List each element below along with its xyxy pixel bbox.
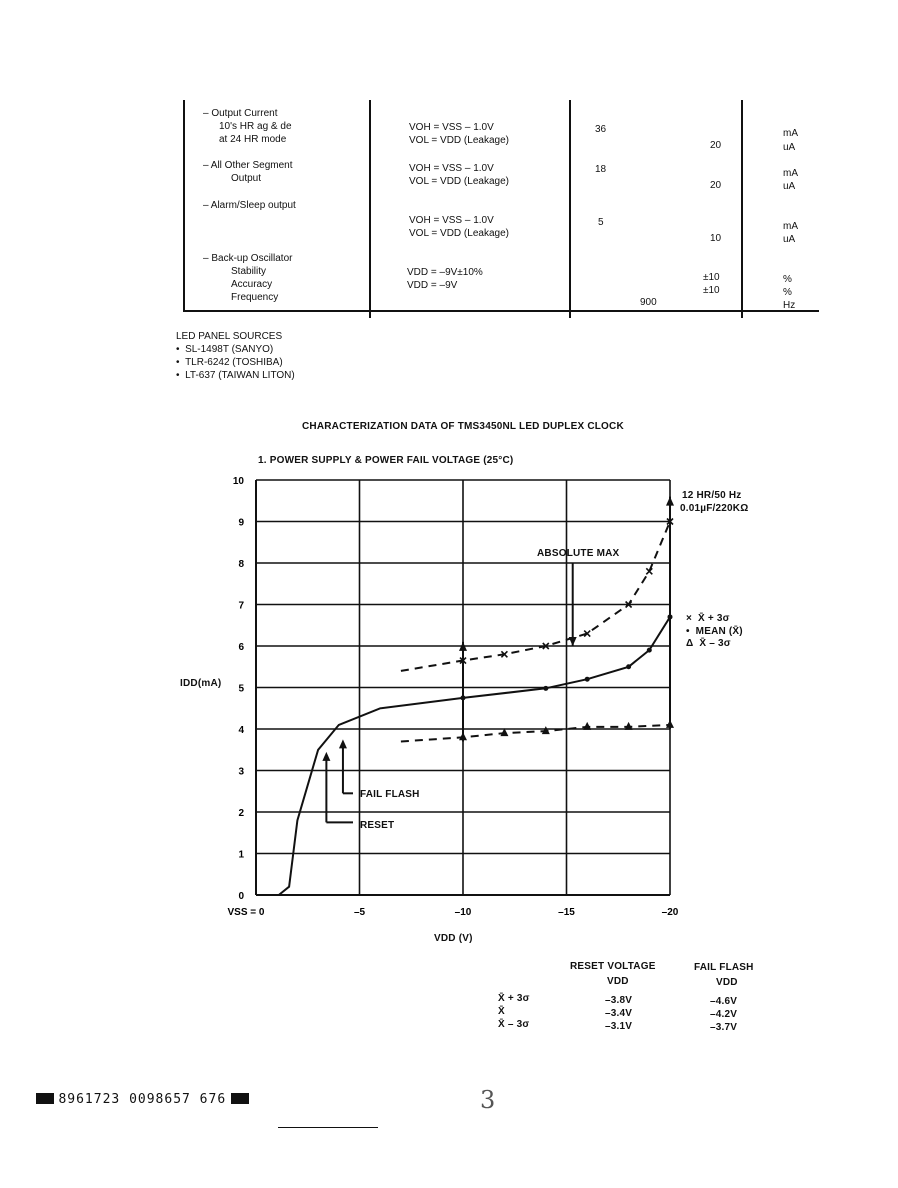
max-value: 20 [710,140,722,151]
y-tick-label: 10 [232,476,244,487]
param-text: – Back-up Oscillator [203,253,293,264]
param-text: Frequency [231,292,279,303]
legend-marker: × [686,613,693,624]
unit-text: uA [783,142,796,153]
legend-label: X̄ – 3σ [699,638,731,649]
y-tick-label: 8 [238,559,244,570]
cond-text: VOH = VSS – 1.0V [409,163,494,174]
cond-text: VOL = VDD (Leakage) [409,228,509,239]
cond-text: VDD = –9V±10% [407,267,483,278]
y-tick-label: 9 [238,517,244,529]
x-tick-label: –15 [558,907,575,918]
page-number: 3 [480,1086,496,1114]
param-text: at 24 HR mode [219,134,287,145]
unit-text: % [783,287,792,298]
footer-rule [278,1127,378,1128]
param-text: Output [231,173,262,184]
data-point-dot [626,664,631,669]
y-tick-label: 3 [238,766,244,778]
fail-value: –4.6V [710,996,738,1007]
param-text: 10's HR ag & de [219,121,292,132]
unit-text: Hz [783,300,796,311]
cond-text: VOL = VDD (Leakage) [409,135,509,146]
reset-label: RESET [360,820,395,831]
min-value: 18 [595,164,607,175]
fail-flash-arrow-head [339,739,347,748]
cond-text: VOL = VDD (Leakage) [409,176,509,187]
section-title: CHARACTERIZATION DATA OF TMS3450NL LED DUPLEX CLOCK [302,421,624,432]
list-item: • LT-637 (TAIWAN LITON) [176,370,295,381]
fail-flash-label: FAIL FLASH [360,789,420,800]
block-mark [231,1093,249,1104]
y-tick-label: 4 [238,725,244,736]
row-label: X̄ – 3σ [498,1019,530,1030]
max-value: 10 [710,233,722,244]
subheader-vdd: VDD [607,976,629,987]
x-axis-label: VDD (V) [434,933,473,944]
absolute-max-arrow-head [569,637,577,646]
data-point-dot [585,677,590,682]
range-arrow-head [666,497,674,506]
block-mark [36,1093,54,1104]
unit-text: uA [783,181,796,192]
typ-value: 900 [640,297,657,308]
unit-text: uA [783,234,796,245]
reset-value: –3.4V [605,1008,633,1019]
reset-arrow-head [322,752,330,761]
annotation-config: 12 HR/50 Hz [682,490,742,501]
row-label: X̄ + 3σ [498,993,530,1004]
max-value: 20 [710,180,722,191]
led-sources-title: LED PANEL SOURCES [176,331,283,342]
reset-value: –3.1V [605,1021,633,1032]
reset-value: –3.8V [605,995,633,1006]
y-tick-label: 6 [238,642,244,653]
legend-label: MEAN (X̄) [695,626,743,637]
list-item: • SL-1498T (SANYO) [176,344,274,355]
subheader-vdd: VDD [716,977,738,988]
y-tick-label: 1 [238,849,244,861]
param-text: – Output Current [203,108,278,119]
header-reset-voltage: RESET VOLTAGE [570,961,656,972]
footer-code: 8961723 0098657 676 [58,1092,227,1107]
list-item-text: TLR-6242 (TOSHIBA) [185,357,283,368]
max-value: ±10 [703,285,720,296]
absolute-max-label: ABSOLUTE MAX [537,548,620,559]
x-tick-label: VSS = 0 [227,907,265,918]
row-label: X̄ [498,1006,505,1017]
data-point-triangle [542,726,550,734]
legend-marker: Δ [686,638,694,649]
list-item: • TLR-6242 (TOSHIBA) [176,357,283,368]
y-tick-label: 7 [238,600,244,612]
legend-entry [686,638,731,650]
legend-entry [686,613,730,625]
fail-value: –3.7V [710,1022,738,1033]
x-tick-label: –10 [454,907,472,918]
list-item-text: SL-1498T (SANYO) [185,344,274,355]
param-text: Accuracy [231,279,273,290]
annotation-config: 0.01µF/220KΩ [680,503,749,514]
series-line [401,522,670,671]
chart-title: 1. POWER SUPPLY & POWER FAIL VOLTAGE (25°C) [258,455,514,466]
legend-entry [686,626,743,638]
footer-barcode [36,1090,249,1108]
fail-value: –4.2V [710,1009,738,1020]
unit-text: % [783,274,792,285]
param-text: – All Other Segment [203,160,293,171]
param-text: – Alarm/Sleep output [203,200,296,211]
cond-text: VOH = VSS – 1.0V [409,215,494,226]
unit-text: mA [783,221,798,232]
data-point-dot [543,686,548,691]
x-tick-label: –20 [661,907,679,918]
header-fail-flash: FAIL FLASH [694,962,754,973]
legend-label: X̄ + 3σ [698,613,730,624]
max-value: ±10 [703,272,720,283]
cond-text: VDD = –9V [407,280,458,291]
cond-text: VOH = VSS – 1.0V [409,122,494,133]
y-tick-label: 2 [238,808,244,819]
y-tick-label: 5 [238,683,244,695]
list-item-text: LT-637 (TAIWAN LITON) [185,370,295,381]
unit-text: mA [783,128,798,139]
x-tick-label: –5 [353,907,366,918]
data-point-dot [647,648,652,653]
y-axis-label: IDD(mA) [180,678,222,689]
min-value: 36 [595,124,607,135]
legend-marker: • [686,626,690,637]
param-text: Stability [231,266,267,277]
y-tick-label: 0 [238,891,244,902]
unit-text: mA [783,168,798,179]
min-value: 5 [598,217,604,228]
